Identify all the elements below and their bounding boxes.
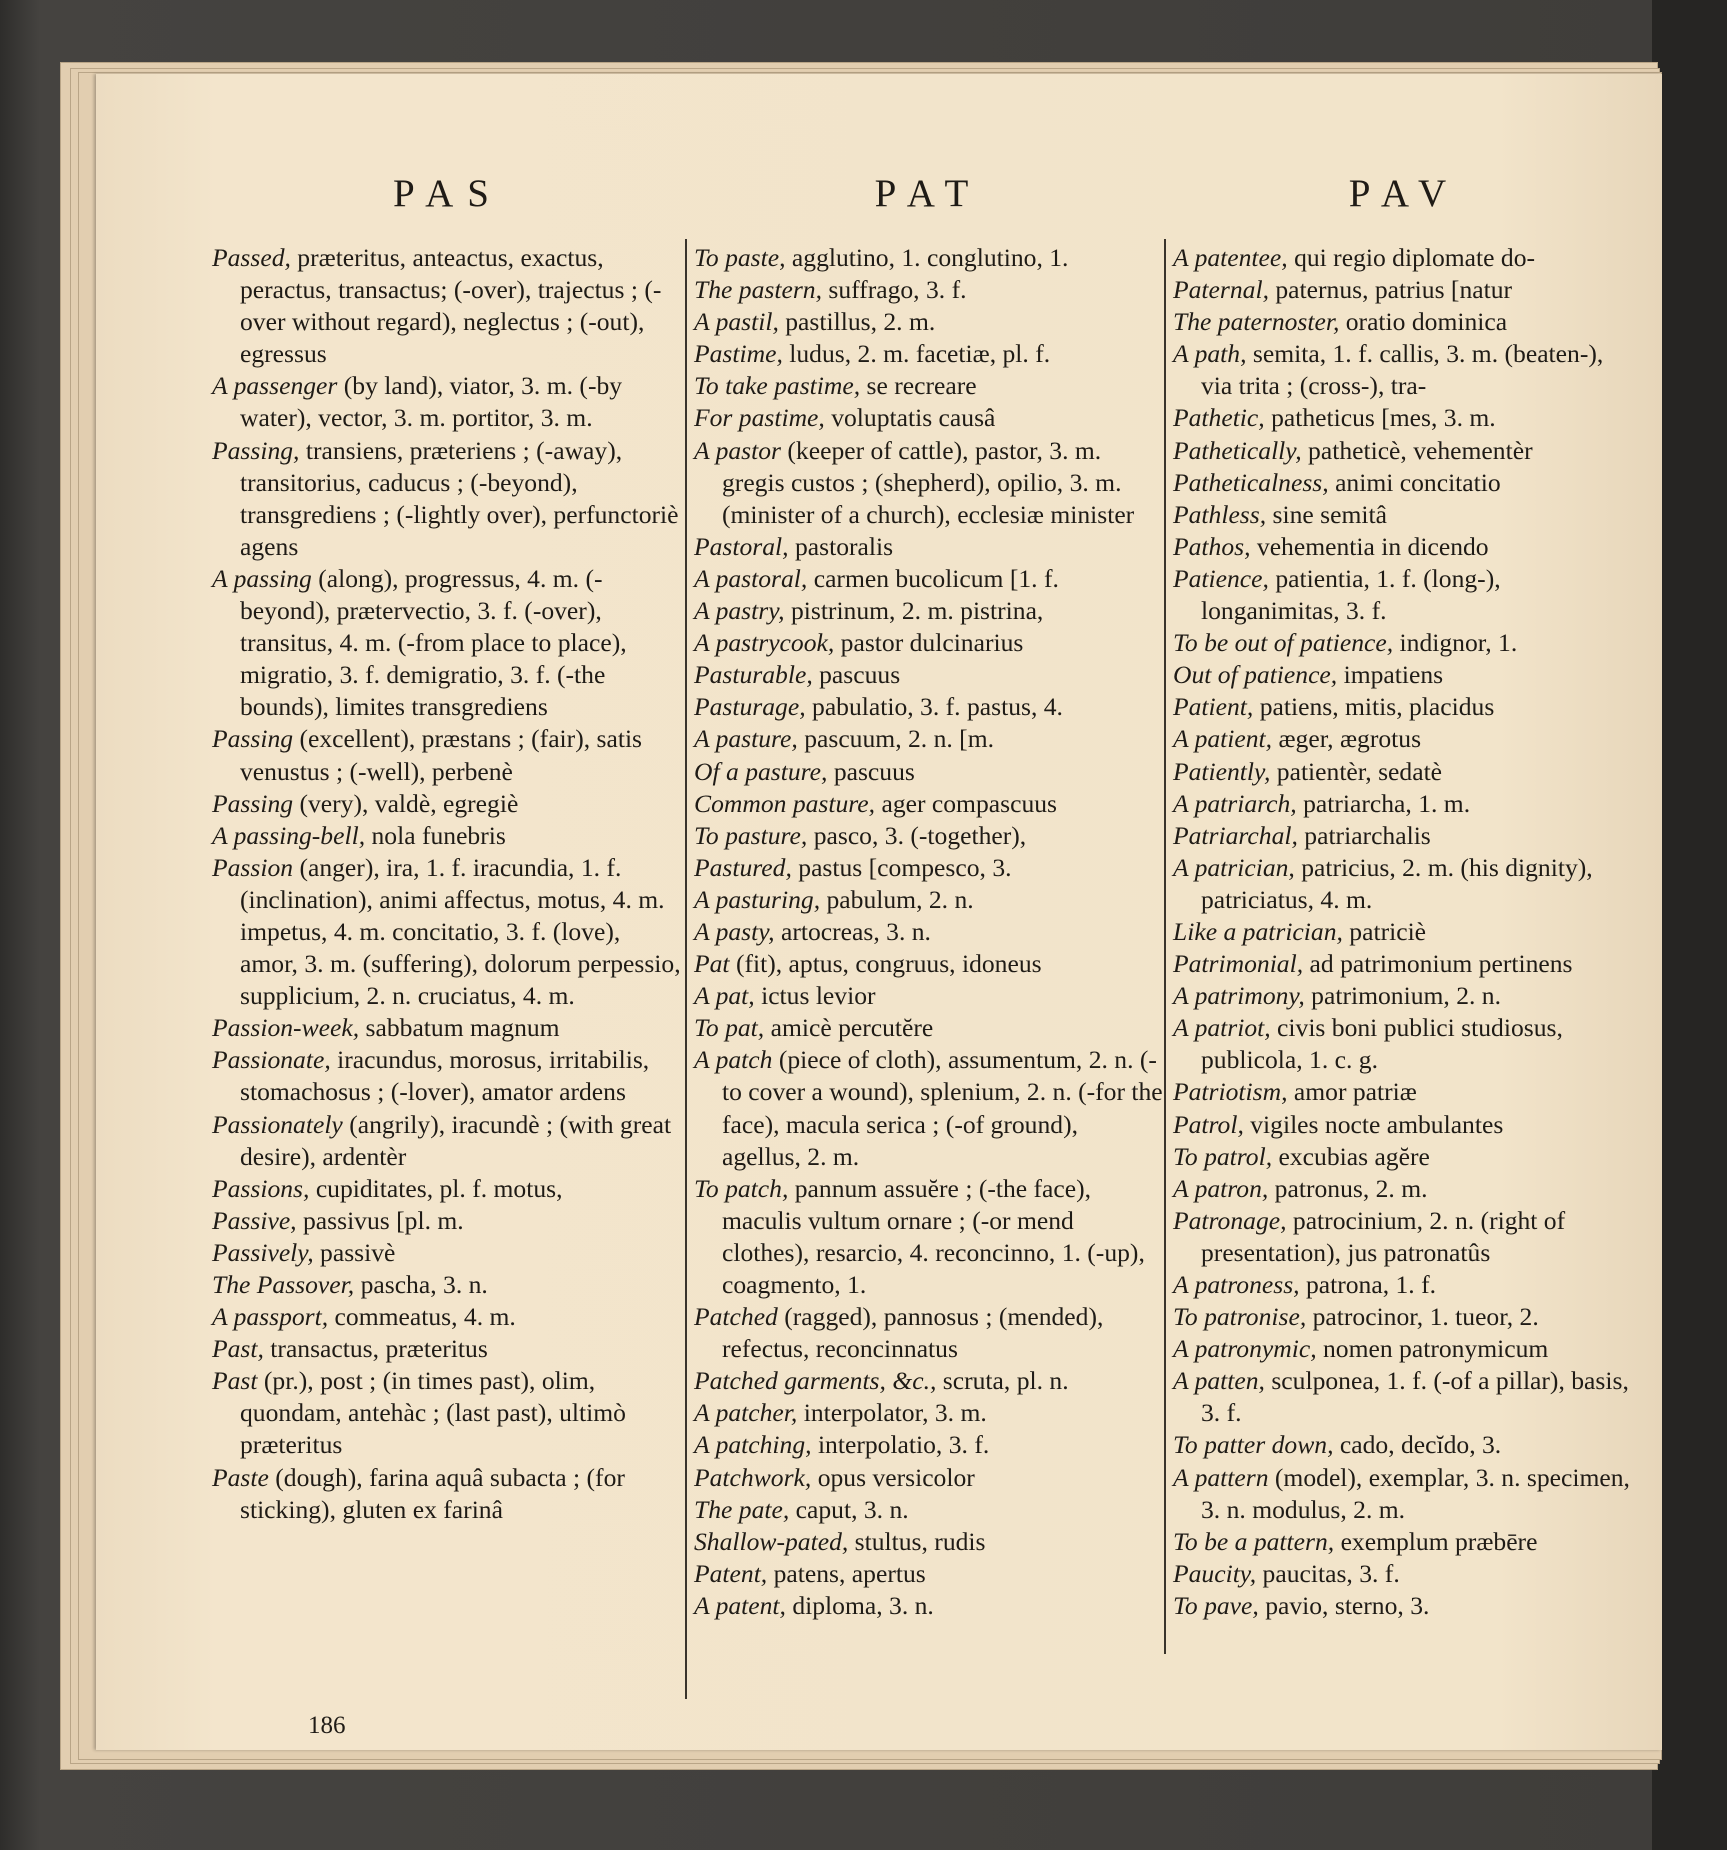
entry-definition: patriarchalis	[1297, 820, 1431, 850]
column-heading: PAS	[393, 172, 503, 215]
entry-definition: æger, ægrotus	[1272, 724, 1422, 754]
dictionary-entry	[1173, 499, 1636, 531]
dictionary-entry	[694, 1590, 1163, 1622]
entry-definition: amor patriæ	[1287, 1077, 1417, 1107]
entry-definition: (very), valdè, egregiè	[293, 788, 519, 818]
entry-headword: Passing,	[212, 435, 300, 465]
dictionary-entry	[212, 435, 684, 563]
dictionary-entry	[694, 948, 1163, 980]
dictionary-entry	[1173, 1590, 1636, 1622]
dictionary-entry	[212, 852, 684, 1012]
entry-definition: suffrago, 3. f.	[821, 275, 967, 305]
entry-definition: exemplum præbēre	[1334, 1526, 1538, 1556]
entry-definition: diploma, 3. n.	[785, 1590, 934, 1620]
entry-definition: vigiles nocte ambulantes	[1243, 1109, 1504, 1139]
dictionary-entry	[694, 916, 1163, 948]
entry-definition: pavio, sterno, 3.	[1258, 1590, 1430, 1620]
entry-definition: patientèr, sedatè	[1270, 756, 1443, 786]
dictionary-entry	[1173, 1301, 1636, 1333]
dictionary-entry	[694, 980, 1163, 1012]
entry-definition: patriarcha, 1. m.	[1296, 788, 1471, 818]
entry-definition: pastor dulcinarius	[834, 628, 1024, 658]
dictionary-entry	[1173, 1205, 1636, 1269]
entry-headword: Pastured,	[694, 852, 792, 882]
entry-headword: Paste	[212, 1462, 269, 1492]
entry-headword: To pat,	[694, 1013, 765, 1043]
entry-definition: passivè	[313, 1237, 396, 1267]
entry-headword: The pastern,	[694, 275, 822, 305]
entry-headword: To be a pattern,	[1173, 1526, 1335, 1556]
entry-headword: The paternoster,	[1173, 307, 1340, 337]
dictionary-entry	[694, 338, 1163, 370]
column-heading: PAV	[1348, 172, 1461, 215]
entry-definition: qui regio diplomate do-	[1287, 243, 1536, 272]
dictionary-entry	[212, 370, 684, 434]
entry-headword: A patrimony,	[1173, 981, 1305, 1011]
entry-headword: Patience,	[1173, 563, 1269, 593]
dictionary-entry	[1173, 435, 1636, 467]
entry-headword: Patriotism,	[1173, 1077, 1288, 1107]
entry-headword: Passion	[212, 852, 294, 882]
entry-headword: To patter down,	[1173, 1430, 1334, 1460]
entry-headword: Pasturable,	[694, 660, 813, 690]
entry-definition: ictus levior	[754, 981, 876, 1011]
entry-headword: Passing	[212, 724, 294, 754]
dictionary-entry	[1173, 1462, 1636, 1526]
entry-definition: pastillus, 2. m.	[778, 307, 936, 337]
entry-definition: patrocinor, 1. tueor, 2.	[1306, 1302, 1539, 1332]
dictionary-entry	[212, 1173, 684, 1205]
entry-headword: For pastime,	[694, 403, 825, 433]
entry-headword: Patheticalness,	[1173, 467, 1329, 497]
entry-headword: To patrol,	[1173, 1141, 1273, 1171]
dictionary-entry	[1173, 980, 1636, 1012]
dictionary-entry	[1173, 1333, 1636, 1365]
entry-headword: Patronage,	[1173, 1205, 1287, 1235]
entry-headword: Paucity,	[1173, 1558, 1257, 1588]
dictionary-entry	[1173, 723, 1636, 755]
entry-definition: iracundus, morosus, irritabilis, stomachosus ; (-lover), amator ardens	[240, 1045, 650, 1107]
entry-headword: Pathetic,	[1173, 403, 1265, 433]
dictionary-entry	[1173, 756, 1636, 788]
entry-headword: Common pasture,	[694, 788, 876, 818]
entry-headword: The Passover,	[212, 1270, 355, 1299]
entry-headword: Like a patrician,	[1173, 916, 1343, 946]
entry-definition: nomen patronymicum	[1316, 1334, 1549, 1364]
dictionary-entry	[212, 1365, 684, 1461]
entry-headword: To pave,	[1173, 1590, 1259, 1620]
entry-definition: ad patrimonium pertinens	[1303, 949, 1573, 979]
dictionary-entry	[212, 1044, 684, 1108]
entry-headword: To pasture,	[694, 820, 808, 850]
dictionary-entry	[694, 1173, 1163, 1301]
entry-definition: (piece of cloth), assumentum, 2. n. (-to cover a wound), splenium, 2. n. (-for the face), macula serica ; (-of ground), agellus, 2. m.	[722, 1045, 1163, 1171]
page-number: 186	[308, 1712, 346, 1739]
entry-definition: paternus, patrius [natur	[1268, 275, 1513, 305]
entry-definition: carmen bucolicum [1. f.	[807, 563, 1059, 593]
dictionary-entry	[694, 1044, 1163, 1172]
entry-headword: Passionately	[212, 1109, 343, 1139]
entry-definition: pannum assuĕre ; (-the face), maculis vultum ornare ; (-or mend clothes), resarcio, 4. reconcinno, 1. (-up), coagmento, 1.	[722, 1173, 1145, 1299]
entry-headword: Past	[212, 1366, 258, 1396]
entry-headword: A patten,	[1173, 1366, 1265, 1396]
dictionary-entry	[1173, 306, 1636, 338]
dictionary-entry	[1173, 402, 1636, 434]
dictionary-entry	[694, 595, 1163, 627]
entry-headword: A passing	[212, 563, 312, 593]
dictionary-entry	[1173, 1173, 1636, 1205]
entry-headword: A pastoral,	[694, 563, 808, 593]
entry-headword: Paternal,	[1173, 275, 1269, 305]
dictionary-entry	[694, 788, 1163, 820]
column-heading: PAT	[874, 172, 983, 215]
entry-definition: sine semitâ	[1266, 499, 1387, 529]
dictionary-entry	[694, 242, 1163, 274]
entry-definition: patiens, mitis, placidus	[1253, 692, 1495, 722]
entry-headword: A patentee,	[1173, 243, 1288, 272]
entry-definition: pabulatio, 3. f. pastus, 4.	[805, 692, 1063, 722]
dictionary-entry	[694, 1397, 1163, 1429]
entry-headword: Of a pasture,	[694, 756, 828, 786]
entry-headword: Out of patience,	[1173, 660, 1338, 690]
entry-definition: patheticus [mes, 3. m.	[1264, 403, 1496, 433]
entry-definition: patrona, 1. f.	[1299, 1270, 1437, 1299]
entry-headword: Pastime,	[694, 339, 783, 369]
entry-headword: Pathos,	[1173, 531, 1251, 561]
entry-headword: A patching,	[694, 1430, 812, 1460]
dictionary-entry	[694, 852, 1163, 884]
entry-headword: A pattern	[1173, 1462, 1269, 1492]
entry-headword: Patent,	[694, 1558, 768, 1588]
entry-list	[212, 242, 684, 1526]
entry-definition: (excellent), præstans ; (fair), satis venustus ; (-well), perbenè	[240, 724, 643, 786]
entry-headword: Patrimonial,	[1173, 949, 1304, 979]
entry-definition: pastus [compesco, 3.	[791, 852, 1012, 882]
entry-definition: artocreas, 3. n.	[774, 916, 931, 946]
entry-definition: excubias agĕre	[1272, 1141, 1430, 1171]
entry-headword: Passive,	[212, 1205, 297, 1235]
entry-headword: Passionate,	[212, 1045, 331, 1075]
entry-headword: A pastrycook,	[694, 628, 835, 658]
entry-definition: patronus, 2. m.	[1268, 1173, 1428, 1203]
entry-definition: ludus, 2. m. facetiæ, pl. f.	[782, 339, 1051, 369]
entry-definition: oratio dominica	[1339, 307, 1508, 337]
entry-headword: To be out of patience,	[1173, 628, 1394, 658]
entry-definition: patrimonium, 2. n.	[1304, 981, 1501, 1011]
entry-definition: civis boni publici studiosus, publicola, 1. c. g.	[1201, 1013, 1563, 1075]
entry-definition: (keeper of cattle), pastor, 3. m. gregis custos ; (shepherd), opilio, 3. m. (minister of a church), ecclesiæ minister	[722, 435, 1135, 529]
dictionary-entry	[694, 563, 1163, 595]
entry-definition: patheticè, vehementèr	[1301, 435, 1533, 465]
dictionary-entry	[212, 563, 684, 723]
dictionary-entry	[1173, 916, 1636, 948]
entry-headword: A patent,	[694, 1590, 786, 1620]
dictionary-entry	[694, 1301, 1163, 1365]
entry-definition: patens, apertus	[767, 1558, 926, 1588]
entry-headword: A pasty,	[694, 916, 775, 946]
entry-headword: A patrician,	[1173, 852, 1295, 882]
entry-definition: pastoralis	[788, 531, 894, 561]
entry-definition: animi concitatio	[1328, 467, 1501, 497]
entry-definition: patientia, 1. f. (long-), longanimitas, 3. f.	[1201, 563, 1501, 626]
entry-definition: agglutino, 1. conglutino, 1.	[785, 243, 1069, 272]
dictionary-entry	[212, 1109, 684, 1173]
entry-headword: Passing	[212, 788, 294, 818]
dictionary-entry	[1173, 852, 1636, 916]
entry-headword: A pasturing,	[694, 884, 821, 914]
entry-definition: (pr.), post ; (in times past), olim, quondam, antehàc ; (last past), ultimò præteritus	[240, 1366, 626, 1460]
entry-definition: patricius, 2. m. (his dignity), patriciatus, 4. m.	[1201, 852, 1593, 914]
dictionary-entry	[212, 723, 684, 787]
column-pav	[1173, 166, 1636, 1622]
dictionary-entry	[694, 691, 1163, 723]
column-pas	[212, 166, 684, 1526]
dictionary-entry	[694, 1012, 1163, 1044]
dictionary-entry	[1173, 1558, 1636, 1590]
entry-headword: A passenger	[212, 371, 338, 401]
entry-definition: impatiens	[1337, 660, 1444, 690]
dictionary-entry	[1173, 659, 1636, 691]
entry-definition: (along), progressus, 4. m. (-beyond), prætervectio, 3. f. (-over), transitus, 4. m. (-from place to place), migratio, 3. f. demigratio, 3. f. (-the bounds), limites transgrediens	[240, 563, 627, 722]
entry-definition: semita, 1. f. callis, 3. m. (beaten-), via trita ; (cross-), tra-	[1201, 339, 1604, 401]
dictionary-entry	[694, 274, 1163, 306]
entry-definition: paucitas, 3. f.	[1256, 1558, 1400, 1588]
dictionary-entry	[694, 306, 1163, 338]
entry-headword: A patriot,	[1173, 1013, 1271, 1043]
dictionary-entry	[694, 1526, 1163, 1558]
dictionary-entry	[212, 788, 684, 820]
entry-definition: pascha, 3. n.	[354, 1270, 488, 1299]
dictionary-entry	[212, 1012, 684, 1044]
entry-definition: commeatus, 4. m.	[328, 1302, 516, 1332]
dictionary-entry	[694, 402, 1163, 434]
dictionary-entry	[694, 1462, 1163, 1494]
entry-headword: To patch,	[694, 1173, 789, 1203]
entry-definition: (fit), aptus, congruus, idoneus	[729, 949, 1042, 979]
entry-definition: (by land), viator, 3. m. (-by water), vector, 3. m. portitor, 3. m.	[240, 371, 623, 433]
entry-definition: interpolatio, 3. f.	[811, 1430, 990, 1460]
dictionary-entry	[1173, 1109, 1636, 1141]
entry-headword: A patronymic,	[1173, 1334, 1317, 1364]
dictionary-entry	[212, 1333, 684, 1365]
entry-headword: A pasture,	[694, 724, 798, 754]
entry-headword: Patrol,	[1173, 1109, 1244, 1139]
dictionary-entry	[1173, 788, 1636, 820]
entry-definition: sabbatum magnum	[359, 1013, 560, 1043]
dictionary-entry	[694, 435, 1163, 531]
entry-headword: Pat	[694, 949, 730, 979]
dictionary-entry	[1173, 691, 1636, 723]
dictionary-entry	[694, 1494, 1163, 1526]
entry-definition: se recreare	[860, 371, 977, 401]
entry-headword: Passed,	[212, 243, 291, 272]
dictionary-entry	[212, 1205, 684, 1237]
dictionary-entry	[694, 370, 1163, 402]
entry-headword: A patriarch,	[1173, 788, 1297, 818]
dictionary-entry	[212, 1237, 684, 1269]
entry-headword: A pastil,	[694, 307, 779, 337]
entry-headword: Pasturage,	[694, 692, 806, 722]
entry-headword: Patchwork,	[694, 1462, 812, 1492]
dictionary-entry	[212, 1462, 684, 1526]
entry-definition: pabulum, 2. n.	[820, 884, 974, 914]
dictionary-entry	[694, 820, 1163, 852]
entry-headword: Patriarchal,	[1173, 820, 1298, 850]
dictionary-entry	[1173, 627, 1636, 659]
entry-headword: Patched	[694, 1302, 778, 1332]
entry-definition: amicè percutĕre	[764, 1013, 934, 1043]
dictionary-entry	[1173, 1269, 1636, 1301]
column-rule	[1164, 239, 1166, 1654]
dictionary-entry	[1173, 1526, 1636, 1558]
entry-headword: Past,	[212, 1334, 264, 1364]
entry-headword: To patronise,	[1173, 1302, 1307, 1332]
entry-headword: Passion-week,	[212, 1013, 360, 1043]
entry-definition: nola funebris	[365, 820, 506, 850]
entry-definition: (dough), farina aquâ subacta ; (for sticking), gluten ex farinâ	[240, 1462, 625, 1524]
dictionary-entry	[694, 1429, 1163, 1461]
entry-definition: cupiditates, pl. f. motus,	[309, 1173, 563, 1203]
dictionary-entry	[694, 531, 1163, 563]
dictionary-entry	[694, 723, 1163, 755]
dictionary-entry	[1173, 531, 1636, 563]
entry-definition: vehementia in dicendo	[1250, 531, 1489, 561]
dictionary-entry	[1173, 467, 1636, 499]
entry-headword: A pastry,	[694, 596, 785, 626]
entry-definition: ager compascuus	[875, 788, 1057, 818]
entry-definition: transiens, præteriens ; (-away), transitorius, caducus ; (-beyond), transgrediens ; (-lightly over), perfunctoriè agens	[240, 435, 679, 561]
dictionary-entry	[1173, 1365, 1636, 1429]
entry-definition: opus versicolor	[811, 1462, 975, 1492]
dictionary-entry	[1173, 820, 1636, 852]
entry-headword: Patient,	[1173, 692, 1254, 722]
entry-definition: (anger), ira, 1. f. iracundia, 1. f. (inclination), animi affectus, motus, 4. m. impetus, 4. m. concitatio, 3. f. (love), amor, 3. m. (suffering), dolorum perpessio, supplicium, 2. n. cruciatus, 4. m.	[240, 852, 681, 1011]
dictionary-entry	[1173, 1012, 1636, 1076]
entry-headword: The pate,	[694, 1494, 790, 1524]
entry-headword: A patient,	[1173, 724, 1273, 754]
dictionary-entry	[1173, 242, 1636, 274]
entry-list	[1173, 242, 1636, 1622]
dictionary-entry	[1173, 1429, 1636, 1461]
column-pat	[694, 166, 1163, 1622]
dictionary-entry	[694, 1365, 1163, 1397]
entry-headword: Patiently,	[1173, 756, 1271, 786]
entry-headword: A patroness,	[1173, 1270, 1300, 1299]
entry-headword: A patcher,	[694, 1398, 798, 1428]
entry-definition: caput, 3. n.	[789, 1494, 909, 1524]
scan-binding-edge	[1652, 0, 1727, 1850]
entry-definition: pascuus	[827, 756, 915, 786]
dictionary-entry	[694, 627, 1163, 659]
dictionary-entry	[1173, 948, 1636, 980]
dictionary-entry	[212, 1301, 684, 1333]
entry-definition: passivus [pl. m.	[296, 1205, 464, 1235]
dictionary-page	[96, 74, 1662, 1750]
entry-definition: interpolator, 3. m.	[797, 1398, 987, 1428]
dictionary-entry	[1173, 338, 1636, 402]
entry-definition: (model), exemplar, 3. n. specimen, 3. n. modulus, 2. m.	[1201, 1462, 1630, 1524]
dictionary-entry	[212, 242, 684, 370]
entry-headword: A pat,	[694, 981, 755, 1011]
dictionary-entry	[212, 1269, 684, 1301]
entry-headword: A passport,	[212, 1302, 329, 1332]
column-rule	[685, 239, 687, 1699]
dictionary-entry	[1173, 1076, 1636, 1108]
entry-headword: Pastoral,	[694, 531, 789, 561]
entry-list	[694, 242, 1163, 1622]
entry-headword: Pathless,	[1173, 499, 1267, 529]
dictionary-entry	[694, 884, 1163, 916]
entry-headword: A path,	[1173, 339, 1247, 369]
entry-definition: cado, decĭdo, 3.	[1333, 1430, 1502, 1460]
entry-definition: pascuum, 2. n. [m.	[797, 724, 995, 754]
entry-definition: pasco, 3. (-together),	[807, 820, 1027, 850]
entry-headword: To take pastime,	[694, 371, 861, 401]
entry-definition: voluptatis causâ	[824, 403, 996, 433]
entry-definition: transactus, præteritus	[263, 1334, 488, 1364]
entry-definition: patrocinium, 2. n. (right of presentation), jus patronatûs	[1201, 1205, 1566, 1267]
entry-headword: Pathetically,	[1173, 435, 1302, 465]
dictionary-entry	[212, 820, 684, 852]
entry-headword: To paste,	[694, 243, 786, 272]
entry-definition: sculponea, 1. f. (-of a pillar), basis, 3. f.	[1201, 1366, 1629, 1428]
entry-definition: præteritus, anteactus, exactus, peractus, transactus; (-over), trajectus ; (-over without regard), neglectus ; (-out), egressus	[240, 243, 662, 369]
entry-headword: A passing-bell,	[212, 820, 366, 850]
entry-headword: Passively,	[212, 1237, 314, 1267]
dictionary-entry	[694, 659, 1163, 691]
entry-definition: patriciè	[1342, 916, 1427, 946]
dictionary-entry	[694, 1558, 1163, 1590]
entry-definition: pistrinum, 2. m. pistrina,	[784, 596, 1044, 626]
entry-definition: stultus, rudis	[848, 1526, 986, 1556]
entry-headword: A pastor	[694, 435, 781, 465]
dictionary-entry	[1173, 563, 1636, 627]
entry-definition: scruta, pl. n.	[936, 1366, 1069, 1396]
dictionary-entry	[1173, 274, 1636, 306]
entry-headword: Passions,	[212, 1173, 310, 1203]
entry-definition: (angrily), iracundè ; (with great desire), ardentèr	[240, 1109, 672, 1171]
dictionary-entry	[694, 756, 1163, 788]
entry-headword: Shallow-pated,	[694, 1526, 849, 1556]
dictionary-entry	[1173, 1141, 1636, 1173]
entry-headword: Patched garments, &c.,	[694, 1366, 937, 1396]
entry-definition: indignor, 1.	[1393, 628, 1518, 658]
entry-headword: A patch	[694, 1045, 773, 1075]
entry-definition: pascuus	[812, 660, 901, 690]
entry-definition: (ragged), pannosus ; (mended), refectus, reconcinnatus	[722, 1302, 1104, 1364]
entry-headword: A patron,	[1173, 1173, 1269, 1203]
